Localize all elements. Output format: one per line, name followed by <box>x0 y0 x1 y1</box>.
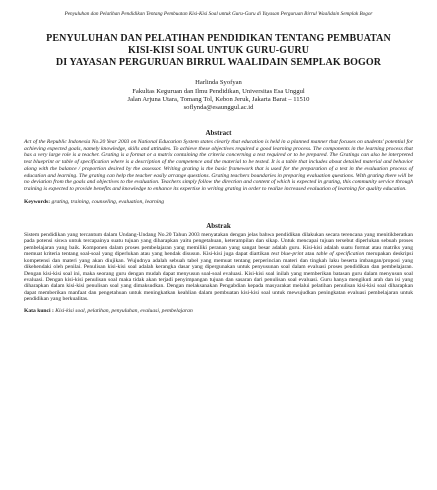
abstract-text: Act of the Republic Indonesia No.20 Year 2003 on National Education System states clearly that education is held in a planned manner that focuses on students' potential for achieving expected goals, namely knowledge, skills and attitudes. To achieve these objectives required a good learning process. The components in the learning process that has a very large role is a teacher. Grating is a format or a matrix containing the criteria concerning a test required or to be prepared. The Gratings can also be interpreted test blueprint or table of specification where is a description of the competence and the material to be tested. It is a table that includes about detailed material and behavior along with the balance / proportion desired by the assessor. Writing grating is the basic framework that is used for the preparation of a test in the evaluation process of education and learning. The grating can help the teacher easily arrange questions. Grating teachers boundaries in preparing evaluation questions. With grating there will be no deviation from the goals and objectives to the evaluation. Teachers simply follow the direction and content of which is expected in grating, this community service through training is expected to provide benefits and knowledge to enhance its expertise in writing grating in order to realize increased evaluation of learning for quality education. <box>24 138 413 193</box>
abstrak-text-part: Sistem pendidikan yang tercantum dalam Undang-Undang No.20 Tahun 2003 menyatakan dengan jelas bahwa pendidikan dilakukan secara terencana yang menitikberatkan pada potensi siswa untuk tercapainya suatu tujuan yang diharapkan yaitu pengetahuan, keterampilan dan sikap. Untuk mencapai tujuan tersebut diperlukan sebuah proses pembelajaran yang baik. Komponen dalam proses pembelajaran yang memiliki peranan yang sangat besar adalah guru. Kisi-kisi adalah suatu format atau matriks yang memuat kriteria tentang soal-soal yang diperlukan atau yang hendak disusun. Kisi-kisi juga dapat diartikan <box>24 231 413 258</box>
keywords-label: Keywords: <box>24 198 51 205</box>
title-line: KISI-KISI SOAL UNTUK GURU-GURU <box>127 45 310 56</box>
abstrak-term-table-spec: table of specification <box>316 251 365 258</box>
abstrak-text-part: atau <box>303 251 317 258</box>
kata-kunci-label: Kata kunci : <box>24 307 54 314</box>
abstrak-heading: Abstrak <box>206 221 231 230</box>
abstrak-term-blueprint: test blue-print <box>271 251 304 258</box>
running-head: Penyuluhan dan Pelatihan Pendidikan Tentang Pembuatan Kisi-Kisi Soal untuk Guru-Guru di Yayasan Perguruan Birrul Waalidain Semplak Bogor <box>64 11 373 17</box>
abstrak-text-part: merupakan deskripsi kompetensi dan materi yang akan diujikan. Wujudnya adalah sebuah tabel yang memuat tentang perperincian materi dan tingkah laku beserta imbangan/proposi yang dikehendaki oleh penilai. Penulisan kisi-kisi soal adalah kerangka dasar yang dipergunakan untuk penyusunan soal dalam evaluasi proses pendidikan dan pembelajaran. Dengan kisi-kisi soal ini, maka seorang guru dengan mudah dapat menyusun soal-soal evaluasi. Kisi-kisi soal inilah yang memberikan batasan guru dalam menyusun soal evaluasi. Dengan kisi-kisi penulisan soal maka tidak akan terjadi penyimpangan tujuan dan sasaran dari penulisan soal evaluasi. Guru hanya mengikuti arah dan isi yang diharapkan dalam kisi-kisi penulisan soal yang dimaksudkan. Dengan melaksanakan Pengabdian kepada masyarakat melalui pelatihan penulisan kisi-kisi soal diharapkan dapat memberikan manfaat dan pengetahuan untuk meningkatkan keahlian dalam pembuatan kisi-kisi soal untuk mewujudkan peningkatan evaluasi pembelajaran untuk pendidikan yang berkualitas. <box>24 251 413 303</box>
author-email: soflynda@esaunggul.ac.id <box>183 104 254 112</box>
keywords-text: grating, training, counseling, evaluation, learning <box>51 198 165 205</box>
abstract-heading: Abstract <box>205 128 232 137</box>
abstrak-text <box>24 232 413 303</box>
author-affiliation: Fakultas Keguruan dan Ilmu Pendidikan, Universitas Esa Unggul <box>132 87 305 95</box>
author-name: Harlinda Syofyan <box>195 79 242 87</box>
author-block <box>24 79 413 113</box>
paper-title <box>24 33 413 68</box>
kata-kunci-text: Kisi-kisi soal, pelatihan, penyuluhan, evaluasi, pembelajaran <box>55 307 193 314</box>
author-address: Jalan Arjuna Utara, Tomang Tol, Kebon Jeruk, Jakarta Barat – 11510 <box>127 96 310 103</box>
title-line: DI YAYASAN PERGURUAN BIRRUL WAALIDAIN SEMPLAK BOGOR <box>55 56 382 68</box>
abstrak-section <box>24 222 413 315</box>
title-line: PENYULUHAN DAN PELATIHAN PENDIDIKAN TENTANG PEMBUATAN <box>46 33 391 45</box>
keywords-line <box>24 199 413 206</box>
kata-kunci-line <box>24 308 413 315</box>
abstract-section <box>24 129 413 206</box>
